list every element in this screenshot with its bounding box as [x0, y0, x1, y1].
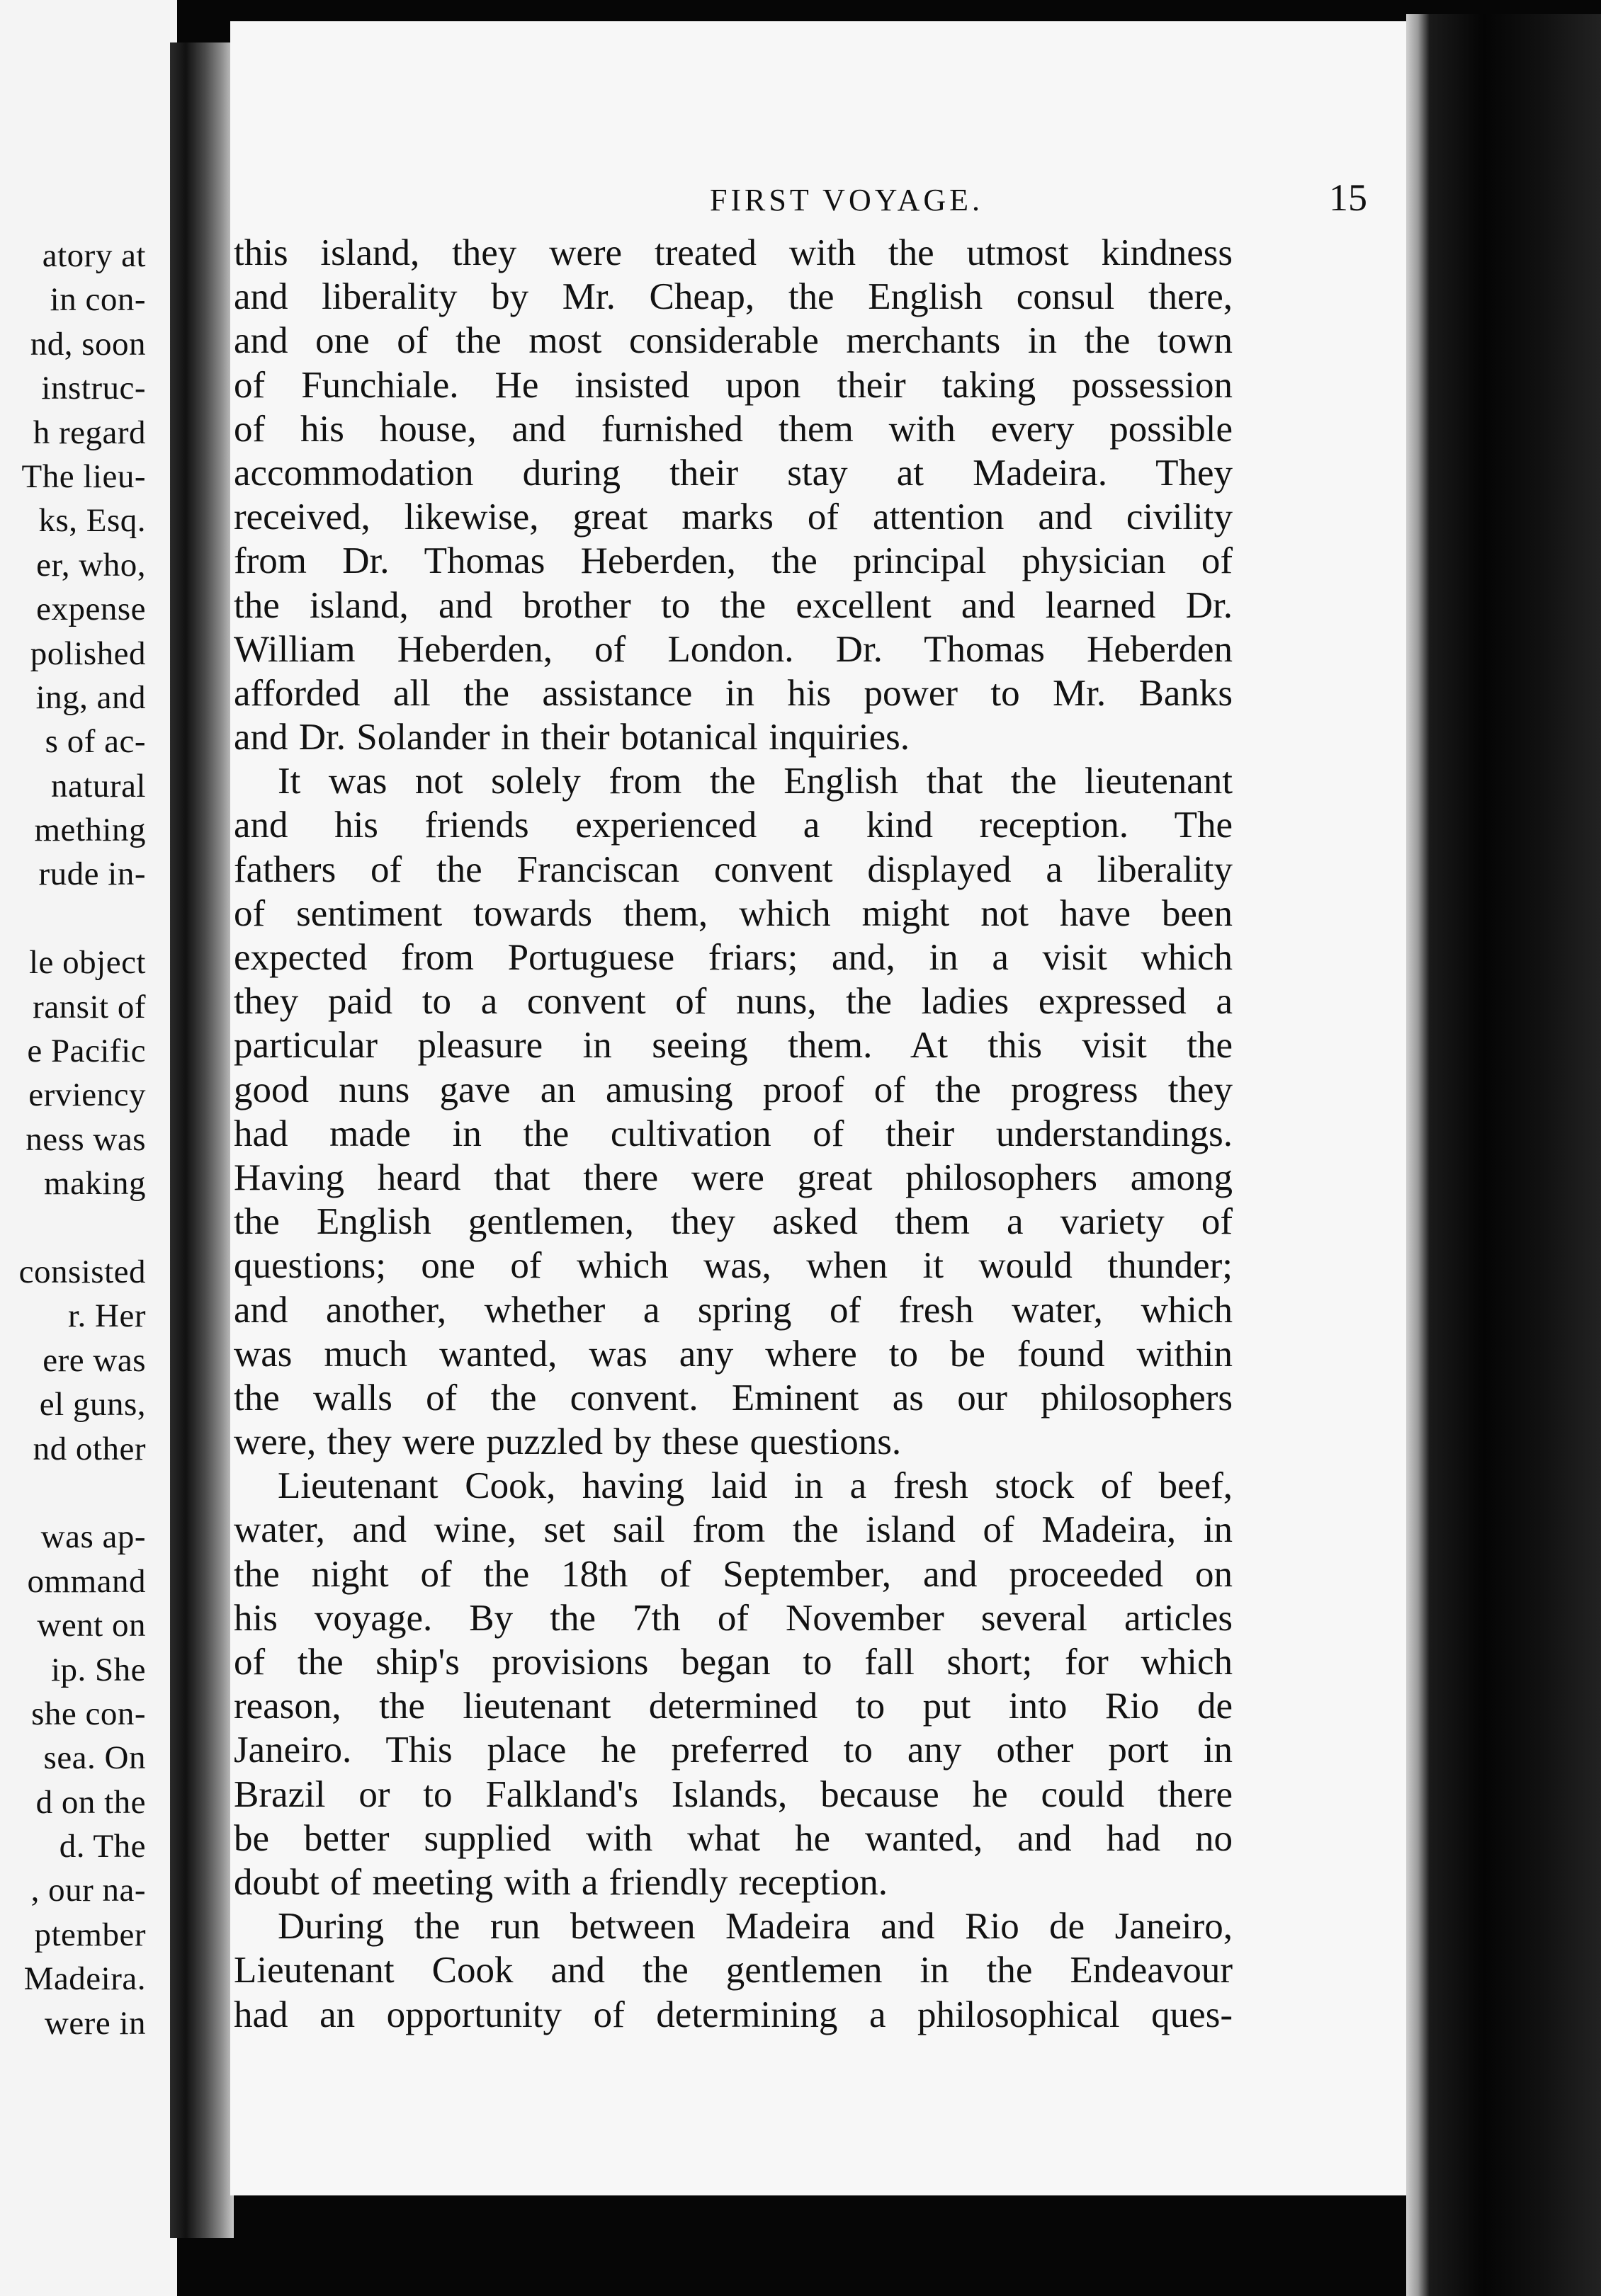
text-line: had an opportunity of determining a philosophical ques-	[234, 1994, 1233, 2035]
left-text-fragment: ptember	[34, 1916, 146, 1953]
text-line: this island, they were treated with the utmost kindness	[234, 232, 1233, 273]
left-text-fragment	[0, 1471, 146, 1515]
left-text-fragment: in con-	[50, 281, 146, 319]
left-text-fragment: sea. On	[43, 1739, 146, 1777]
left-text-fragment: e Pacific	[27, 1033, 146, 1070]
left-text-fragment: were in	[44, 2004, 146, 2042]
page-edge-shadow	[1406, 14, 1601, 2296]
left-text-fragment: ing, and	[35, 678, 146, 716]
text-line: of Funchiale. He insisted upon their taking possession	[234, 364, 1233, 406]
text-line: had made in the cultivation of their understandings.	[234, 1113, 1233, 1154]
running-title: FIRST VOYAGE.	[709, 183, 984, 217]
left-text-fragment: went on	[37, 1607, 146, 1644]
text-line: During the run between Madeira and Rio de Janeiro,	[278, 1906, 1233, 1948]
text-line: questions; one of which was, when it would thunder;	[234, 1245, 1233, 1287]
left-text-fragment: Madeira.	[23, 1960, 146, 1998]
left-page-text	[0, 234, 146, 2045]
left-text-fragment: instruc-	[41, 370, 146, 407]
left-text-fragment: h regard	[33, 414, 146, 451]
left-text-fragment	[0, 1206, 146, 1250]
left-text-fragment: erviency	[28, 1076, 146, 1114]
text-line: of his house, and furnished them with every possible	[234, 408, 1233, 450]
left-text-fragment: , our na-	[30, 1872, 146, 1909]
left-text-fragment: she con-	[31, 1695, 146, 1732]
left-text-fragment: ip. She	[50, 1651, 146, 1688]
left-text-fragment: nd, soon	[30, 325, 146, 363]
text-line: Lieutenant Cook and the gentlemen in the Endeavour	[234, 1950, 1233, 1991]
page-number: 15	[1329, 176, 1367, 219]
left-text-fragment: The lieu-	[21, 458, 146, 495]
text-line: the island, and brother to the excellent and learned Dr.	[234, 584, 1233, 626]
book-gutter	[170, 42, 234, 2238]
text-line: William Heberden, of London. Dr. Thomas Heberden	[234, 628, 1233, 670]
left-text-fragment: r. Her	[67, 1297, 146, 1335]
text-line: from Dr. Thomas Heberden, the principal physician of	[234, 540, 1233, 582]
running-head	[230, 176, 1406, 225]
text-line: particular pleasure in seeing them. At this visit the	[234, 1025, 1233, 1067]
left-text-fragment: polished	[30, 635, 146, 672]
left-text-fragment: s of ac-	[45, 723, 146, 761]
left-facing-page	[0, 0, 177, 2296]
left-text-fragment: making	[44, 1165, 146, 1203]
left-text-fragment: d on the	[35, 1783, 146, 1821]
left-text-fragment: atory at	[42, 237, 146, 274]
text-line: accommodation during their stay at Madeira. They	[234, 452, 1233, 494]
text-line: the English gentlemen, they asked them a variety of	[234, 1201, 1233, 1243]
text-line: It was not solely from the English that the lieutenant	[278, 761, 1233, 802]
left-text-fragment: ommand	[27, 1562, 146, 1600]
text-line: the night of the 18th of September, and proceeded on	[234, 1553, 1233, 1595]
text-line: expected from Portuguese friars; and, in a visit which	[234, 937, 1233, 978]
text-line: the walls of the convent. Eminent as our philosophers	[234, 1377, 1233, 1419]
text-line: be better supplied with what he wanted, and had no	[234, 1817, 1233, 1859]
text-line: water, and wine, set sail from the island of Madeira, in	[234, 1509, 1233, 1551]
body-text	[230, 231, 1233, 2037]
right-page	[230, 21, 1406, 2195]
left-text-fragment: ness was	[26, 1120, 146, 1158]
text-line: of sentiment towards them, which might not have been	[234, 892, 1233, 934]
left-text-fragment: was ap-	[40, 1518, 146, 1556]
left-text-fragment: le object	[28, 944, 146, 982]
left-text-fragment: natural	[51, 767, 146, 805]
left-text-fragment	[0, 897, 146, 940]
text-line: were, they were puzzled by these questions.	[234, 1421, 902, 1463]
text-line: Lieutenant Cook, having laid in a fresh stock of beef,	[278, 1465, 1233, 1507]
left-text-fragment: nd other	[33, 1430, 146, 1467]
text-line: fathers of the Franciscan convent displayed a liberality	[234, 848, 1233, 890]
left-text-fragment: ks, Esq.	[38, 502, 146, 540]
left-text-fragment: d. The	[59, 1828, 146, 1865]
text-line: Having heard that there were great philosophers among	[234, 1156, 1233, 1198]
text-line: and another, whether a spring of fresh water, which	[234, 1289, 1233, 1331]
left-text-fragment: ere was	[43, 1341, 146, 1379]
left-text-fragment: er, who,	[36, 546, 146, 584]
text-line: and Dr. Solander in their botanical inquiries.	[234, 717, 910, 758]
left-text-fragment: ransit of	[33, 988, 146, 1025]
text-line: Brazil or to Falkland's Islands, because he could there	[234, 1773, 1233, 1815]
text-line: reason, the lieutenant determined to put into Rio de	[234, 1686, 1233, 1727]
text-line: good nuns gave an amusing proof of the progress they	[234, 1069, 1233, 1110]
text-line: afforded all the assistance in his power to Mr. Banks	[234, 672, 1233, 714]
left-text-fragment: expense	[36, 591, 146, 628]
text-line: was much wanted, was any where to be found within	[234, 1333, 1233, 1375]
left-text-fragment: rude in-	[38, 856, 146, 893]
text-line: received, likewise, great marks of attention and civility	[234, 496, 1233, 538]
text-line: of the ship's provisions began to fall short; for which	[234, 1642, 1233, 1683]
text-line: and his friends experienced a kind reception. The	[234, 805, 1233, 846]
text-line: Janeiro. This place he preferred to any other port in	[234, 1729, 1233, 1771]
text-line: they paid to a convent of nuns, the ladies expressed a	[234, 981, 1233, 1023]
text-line: and liberality by Mr. Cheap, the English consul there,	[234, 276, 1233, 318]
text-line: doubt of meeting with a friendly reception.	[234, 1861, 888, 1903]
text-line: his voyage. By the 7th of November several articles	[234, 1597, 1233, 1639]
left-text-fragment: consisted	[18, 1253, 146, 1290]
left-text-fragment: mething	[34, 812, 146, 849]
left-text-fragment: el guns,	[39, 1386, 146, 1423]
text-line: and one of the most considerable merchants in the town	[234, 320, 1233, 362]
